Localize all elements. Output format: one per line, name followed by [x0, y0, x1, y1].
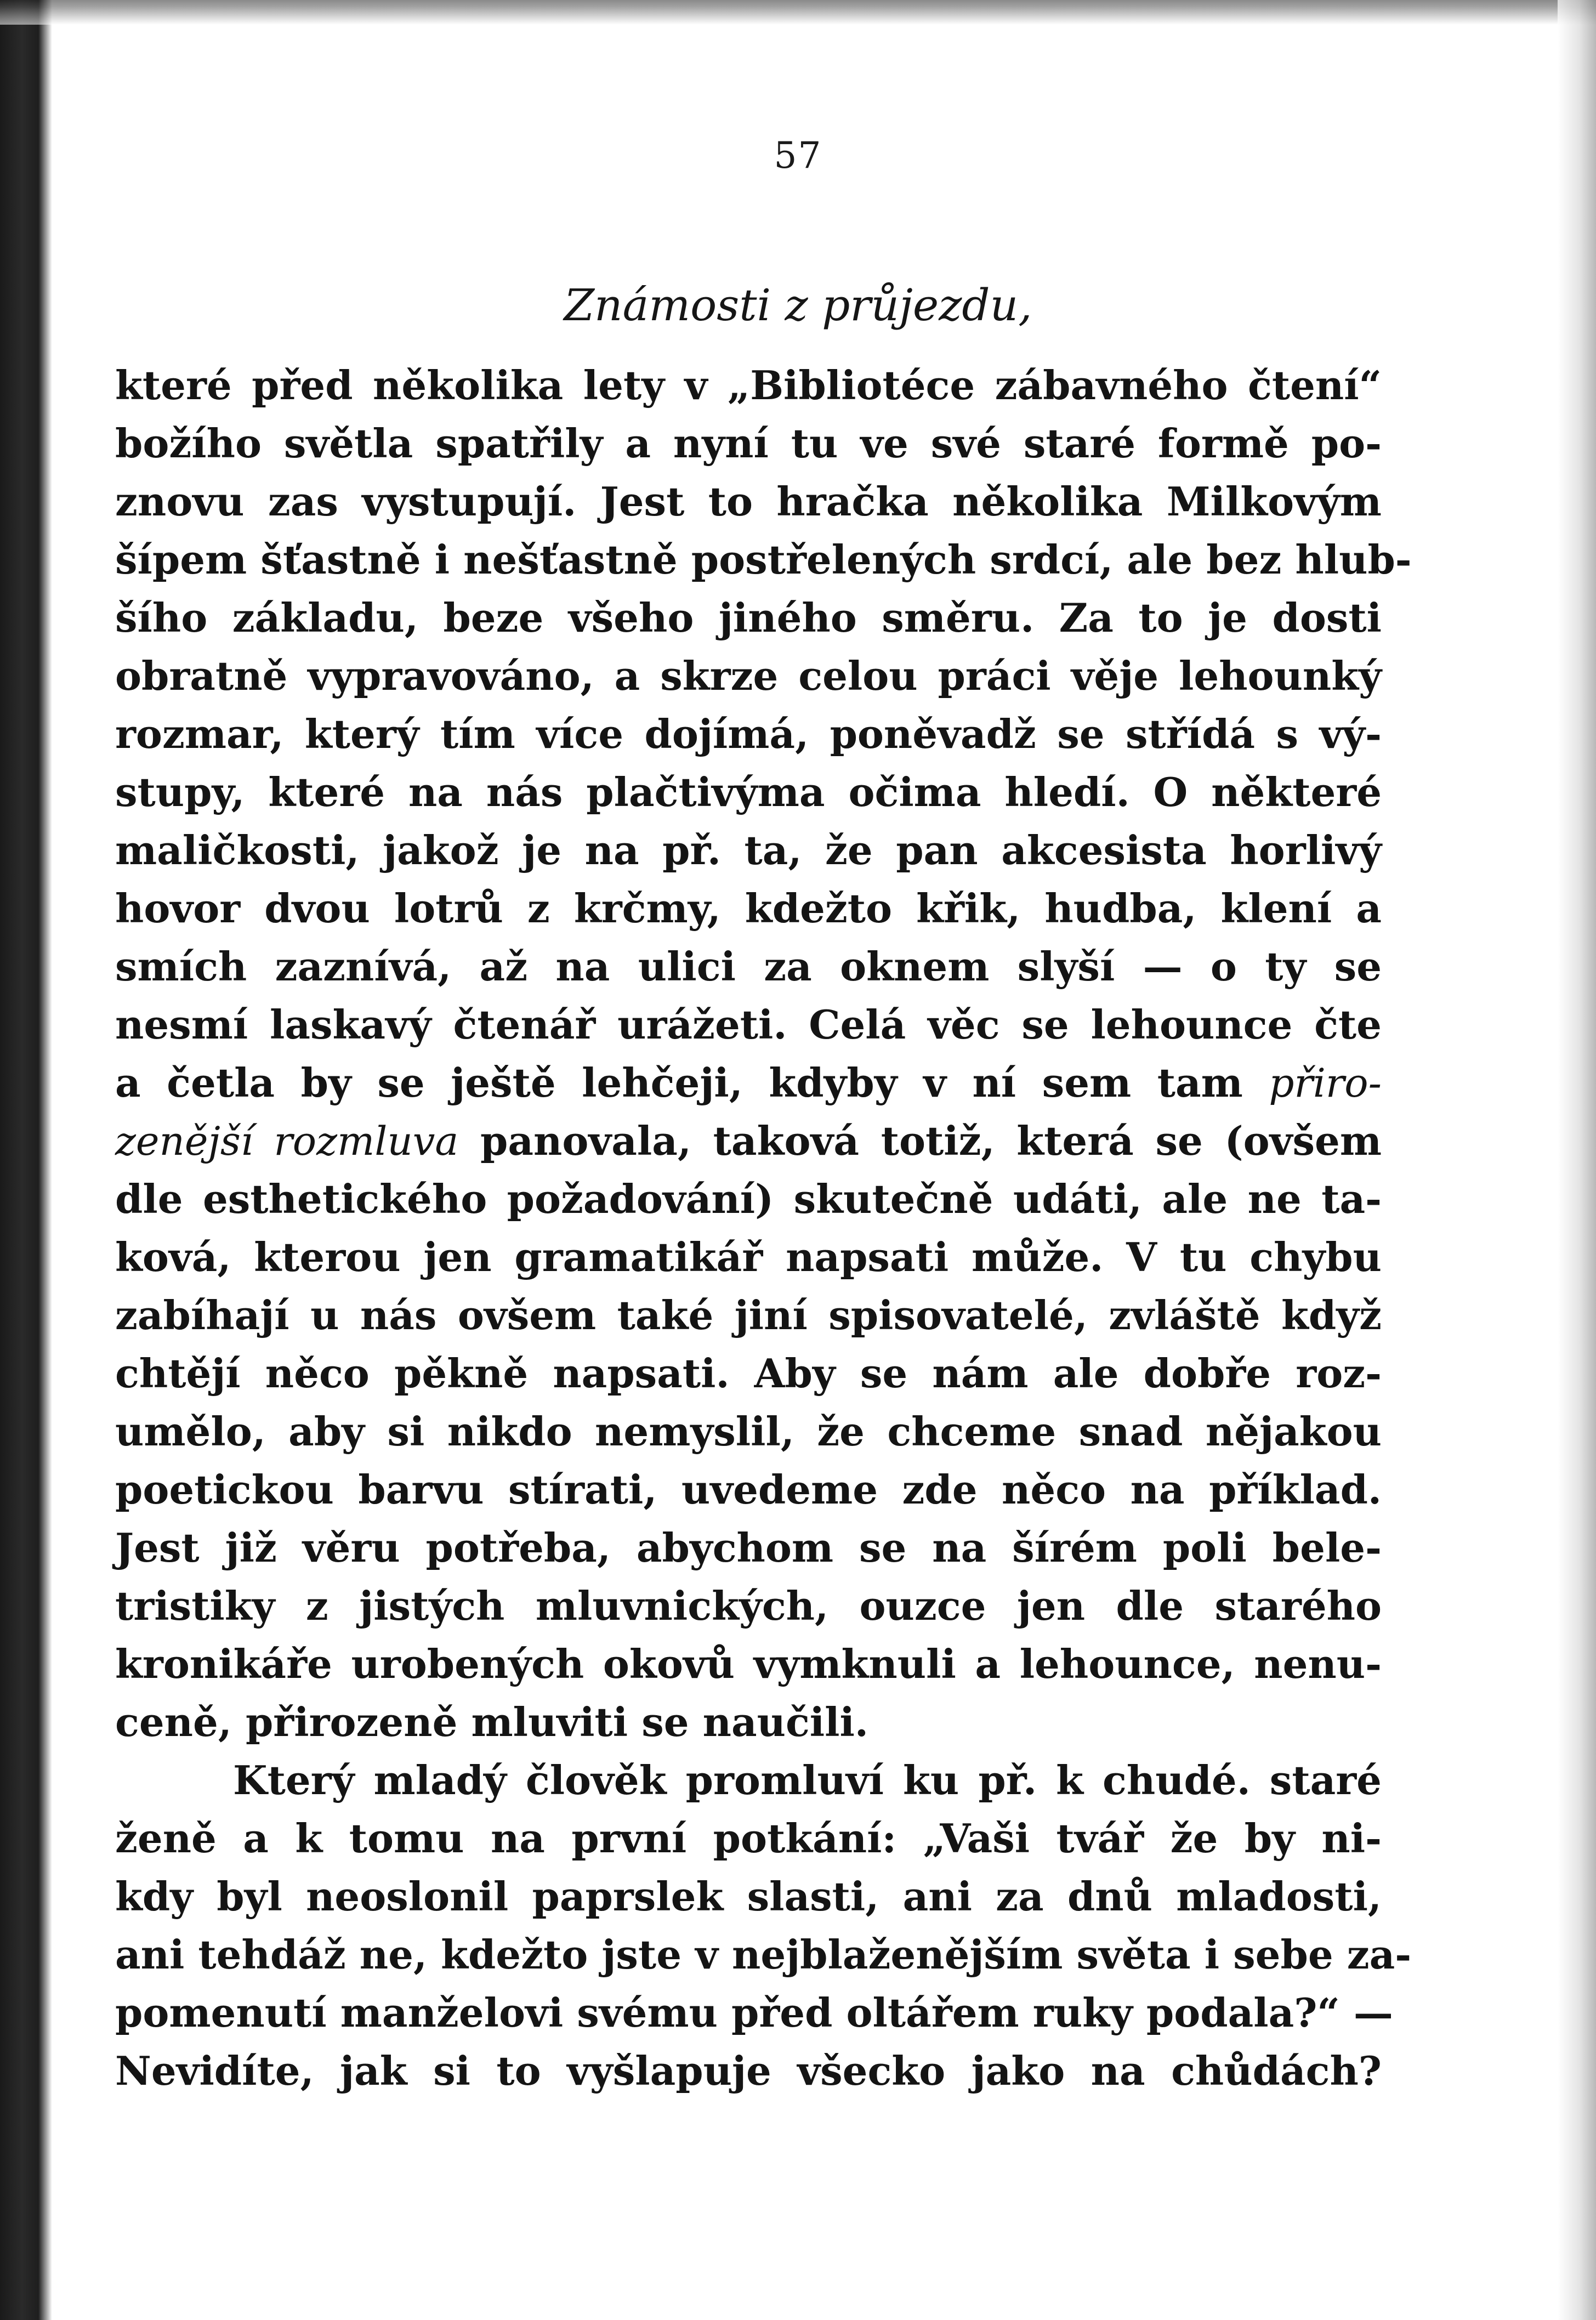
text-line: hovor dvou lotrů z krčmy, kdežto křik, hudba, klení a [115, 885, 1382, 932]
text-line: Nevidíte, jak si to vyšlapuje všecko jako na chůdách? [115, 2047, 1382, 2094]
italic-segment: přiro- [1269, 1060, 1382, 1106]
page-number: 57 [774, 134, 822, 177]
running-head: Známosti z průjezdu, [564, 280, 1032, 331]
text-line: božího světla spatřily a nyní tu ve své staré formě po- [115, 420, 1382, 467]
text-line: dle esthetického požadování) skutečně udáti, ale ne ta- [115, 1176, 1382, 1222]
text-line: šího základu, beze všeho jiného směru. Za to je dosti [115, 594, 1382, 641]
text-line: rozmar, který tím více dojímá, poněvadž se střídá s vý- [115, 711, 1382, 757]
text-line: kdy byl neoslonil paprslek slasti, ani za dnů mladosti, [115, 1873, 1382, 1920]
text-line: ženě a k tomu na první potkání: „Vaši tvář že by ni- [115, 1815, 1382, 1862]
text-line: chtějí něco pěkně napsati. Aby se nám ale dobře roz- [115, 1350, 1382, 1397]
italic-segment: zenější rozmluva [115, 1118, 459, 1164]
paragraph-end-line: ceně, přirozeně mluviti se naučili. [115, 1699, 868, 1745]
text-line: které před několika lety v „Bibliotéce zábavného čtení“ [115, 362, 1382, 409]
text-line: pomenutí manželovi svému před oltářem ruky podala?“ — [115, 1989, 1393, 2036]
text-line: maličkosti, jakož je na př. ta, že pan akcesista horlivý [115, 827, 1382, 873]
text-line-with-italic [115, 1054, 1382, 1112]
text-line: smích zaznívá, až na ulici za oknem slyší — o ty se [115, 943, 1382, 990]
text-line: obratně vypravováno, a skrze celou práci věje lehounký [115, 653, 1382, 699]
text-line: znovu zas vystupují. Jest to hračka několika Milkovým [115, 478, 1382, 525]
paragraph-start-line: Který mladý člověk promluví ku př. k chudé. staré [233, 1757, 1382, 1803]
text-line: zabíhají u nás ovšem také jiní spisovatelé, zvláště když [115, 1292, 1382, 1338]
scan-top-shadow [0, 0, 1596, 25]
text-line: kronikáře urobených okovů vymknuli a lehounce, nenu- [115, 1641, 1382, 1687]
text-line-with-italic [115, 1112, 1382, 1170]
text-line: umělo, aby si nikdo nemyslil, že chceme snad nějakou [115, 1408, 1382, 1455]
text-line: stupy, které na nás plačtivýma očima hledí. O některé [115, 769, 1382, 815]
body-text [115, 356, 1412, 2100]
text-line: nesmí laskavý čtenář urážeti. Celá věc se lehounce čte [115, 1001, 1382, 1048]
text-line: šípem šťastně i nešťastně postřelených srdcí, ale bez hlub- [115, 536, 1412, 583]
text-line: ková, kterou jen gramatikář napsati může. V tu chybu [115, 1234, 1382, 1280]
text-segment: a četla by se ještě lehčeji, kdyby v ní sem tam [115, 1059, 1243, 1106]
text-line: poetickou barvu stírati, uvedeme zde něco na příklad. [115, 1466, 1382, 1513]
scan-spine-shadow [0, 0, 52, 2320]
text-line: ani tehdáž ne, kdežto jste v nejblaženějším světa i sebe za- [115, 1931, 1412, 1978]
text-segment: panovala, taková totiž, která se (ovšem [458, 1118, 1382, 1164]
text-line: tristiky z jistých mluvnických, ouzce jen dle starého [115, 1582, 1382, 1629]
text-line: Jest již věru potřeba, abychom se na šírém poli bele- [115, 1524, 1382, 1571]
scan-edge-shadow [1558, 0, 1596, 2320]
